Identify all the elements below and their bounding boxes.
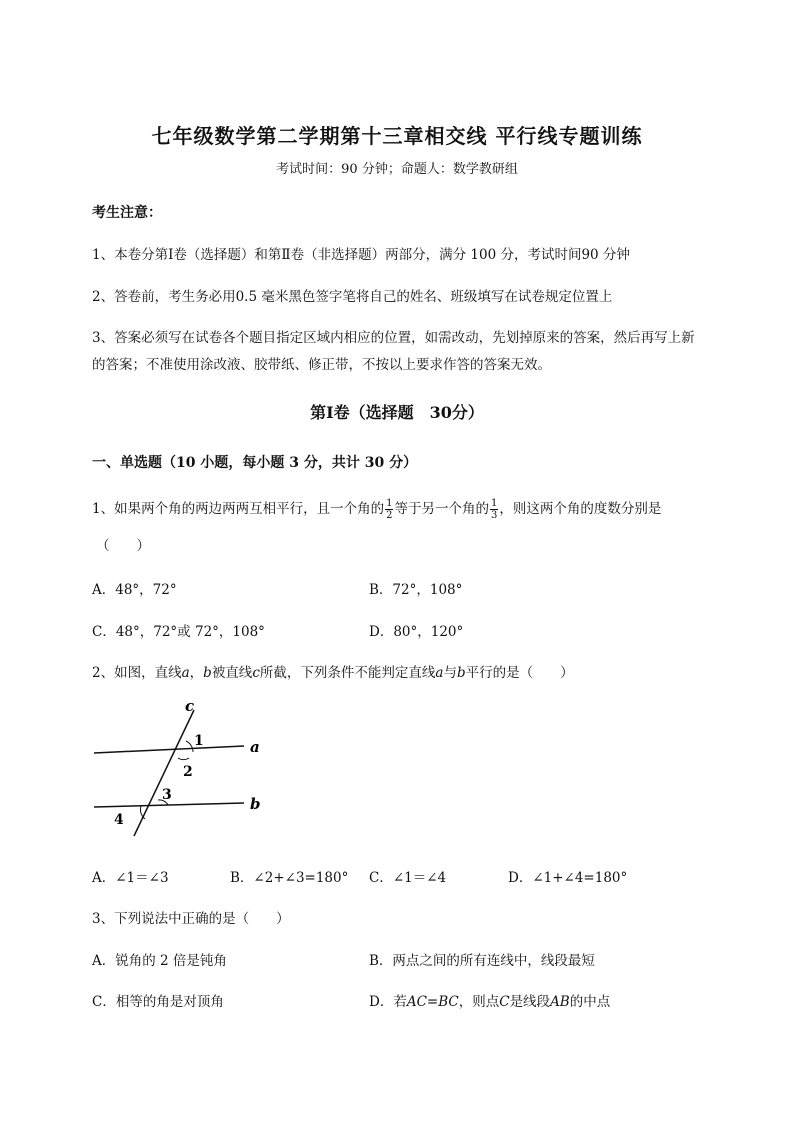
q1-frac1-denominator: 2 — [386, 510, 393, 521]
fig-label-2: 2 — [183, 764, 193, 780]
q3-d-part-2: ，则点 — [458, 994, 500, 1010]
q1-answer-paren: （ ） — [96, 538, 150, 554]
q3-stem: 3、下列说法中正确的是（ ） — [92, 911, 290, 927]
notice-item-3: 3、答案必须写在试卷各个题目指定区域内相应的位置，如需改动，先划掉原来的答案，然后再写上新 — [92, 330, 695, 346]
q1-stem-part-c: ，则这两个角的度数分别是 — [499, 501, 662, 517]
q2-stem-part-6: 平行的是（ ） — [465, 665, 574, 681]
q1-fraction-half — [385, 498, 393, 521]
q3-d-segment: AB — [550, 994, 570, 1010]
line-a — [94, 746, 244, 753]
q2-var-b-2: b — [456, 665, 466, 681]
fig-label-3: 3 — [162, 787, 172, 803]
q1-fraction-third — [490, 498, 498, 521]
notice-heading: 考生注意： — [92, 205, 162, 221]
q1-stem-part-a: 1、如果两个角的两边两两互相平行，且一个角的 — [92, 501, 385, 517]
notice-item-3-cont: 的答案；不准使用涂改液、胶带纸、修正带，不按以上要求作答的答案无效。 — [92, 357, 551, 373]
exam-title: 七年级数学第二学期第十三章相交线 平行线专题训练 — [151, 124, 643, 148]
q2-stem-part-4: 所截，下列条件不能判定直线 — [259, 665, 436, 681]
q3-d-part-1: D．若 — [369, 994, 407, 1010]
q1-frac2-denominator: 3 — [490, 510, 498, 521]
notice-item-2: 2、答卷前，考生务必用0.5 毫米黑色签字笔将自己的姓名、班级填写在试卷规定位置上 — [92, 289, 613, 305]
angle-4-arc — [140, 806, 145, 819]
q2-stem-part-2: ， — [189, 665, 204, 681]
q3-d-part-4: 的中点 — [569, 994, 611, 1010]
q2-var-b: b — [203, 665, 212, 681]
q1-stem-part-b: 等于另一个角的 — [394, 501, 489, 517]
q3-option-c[interactable]: C．相等的角是对顶角 — [92, 994, 224, 1010]
q3-option-b[interactable]: B．两点之间的所有连线中，线段最短 — [369, 953, 595, 969]
fig-label-4: 4 — [114, 812, 124, 828]
q3-d-point: C — [499, 994, 510, 1010]
q1-option-a[interactable]: A．48°，72° — [92, 582, 177, 598]
angle-1-arc — [186, 741, 193, 752]
fig-label-a: a — [250, 738, 260, 756]
q3-option-d[interactable] — [369, 990, 610, 1010]
q2-stem-part-1: 2、如图，直线 — [92, 665, 182, 681]
part-heading: 一、单选题（10 小题，每小题 3 分，共计 30 分） — [92, 455, 418, 471]
q1-stem — [92, 498, 661, 521]
q3-option-a[interactable]: A．锐角的 2 倍是钝角 — [92, 953, 227, 969]
q2-stem-part-5: 与 — [443, 665, 457, 681]
fig-label-b: b — [250, 795, 261, 813]
fig-label-c: c — [185, 697, 195, 715]
angle-2-arc — [178, 758, 189, 760]
q1-option-d[interactable]: D．80°，120° — [369, 624, 464, 640]
q2-figure — [88, 696, 278, 846]
q2-stem — [92, 661, 574, 681]
notice-item-1: 1、本卷分第Ⅰ卷（选择题）和第Ⅱ卷（非选择题）两部分，满分 100 分，考试时间90 分钟 — [92, 247, 630, 263]
q2-var-c: c — [252, 665, 260, 681]
q2-option-d[interactable]: D．∠1+∠4=180° — [508, 870, 628, 886]
q2-option-a[interactable]: A．∠1＝∠3 — [92, 870, 169, 886]
q2-stem-part-3: 被直线 — [211, 665, 253, 681]
q2-option-b[interactable]: B．∠2+∠3=180° — [230, 870, 349, 886]
q1-option-c[interactable]: C．48°，72°或 72°，108° — [92, 624, 265, 640]
q2-option-c[interactable]: C．∠1＝∠4 — [369, 870, 447, 886]
q2-var-a-2: a — [435, 665, 444, 681]
q1-frac1-numerator: 1 — [386, 498, 393, 509]
q3-d-equation: AC=BC — [406, 994, 459, 1010]
section-title: 第Ⅰ卷（选择题 30分） — [310, 403, 484, 422]
exam-subtitle: 考试时间：90 分钟；命题人：数学教研组 — [276, 162, 518, 177]
fig-label-1: 1 — [194, 733, 204, 749]
q2-var-a: a — [181, 665, 190, 681]
q1-option-b[interactable]: B．72°，108° — [369, 582, 463, 598]
line-b — [94, 803, 244, 807]
q1-frac2-numerator: 1 — [490, 498, 498, 509]
q3-d-part-3: 是线段 — [509, 994, 551, 1010]
